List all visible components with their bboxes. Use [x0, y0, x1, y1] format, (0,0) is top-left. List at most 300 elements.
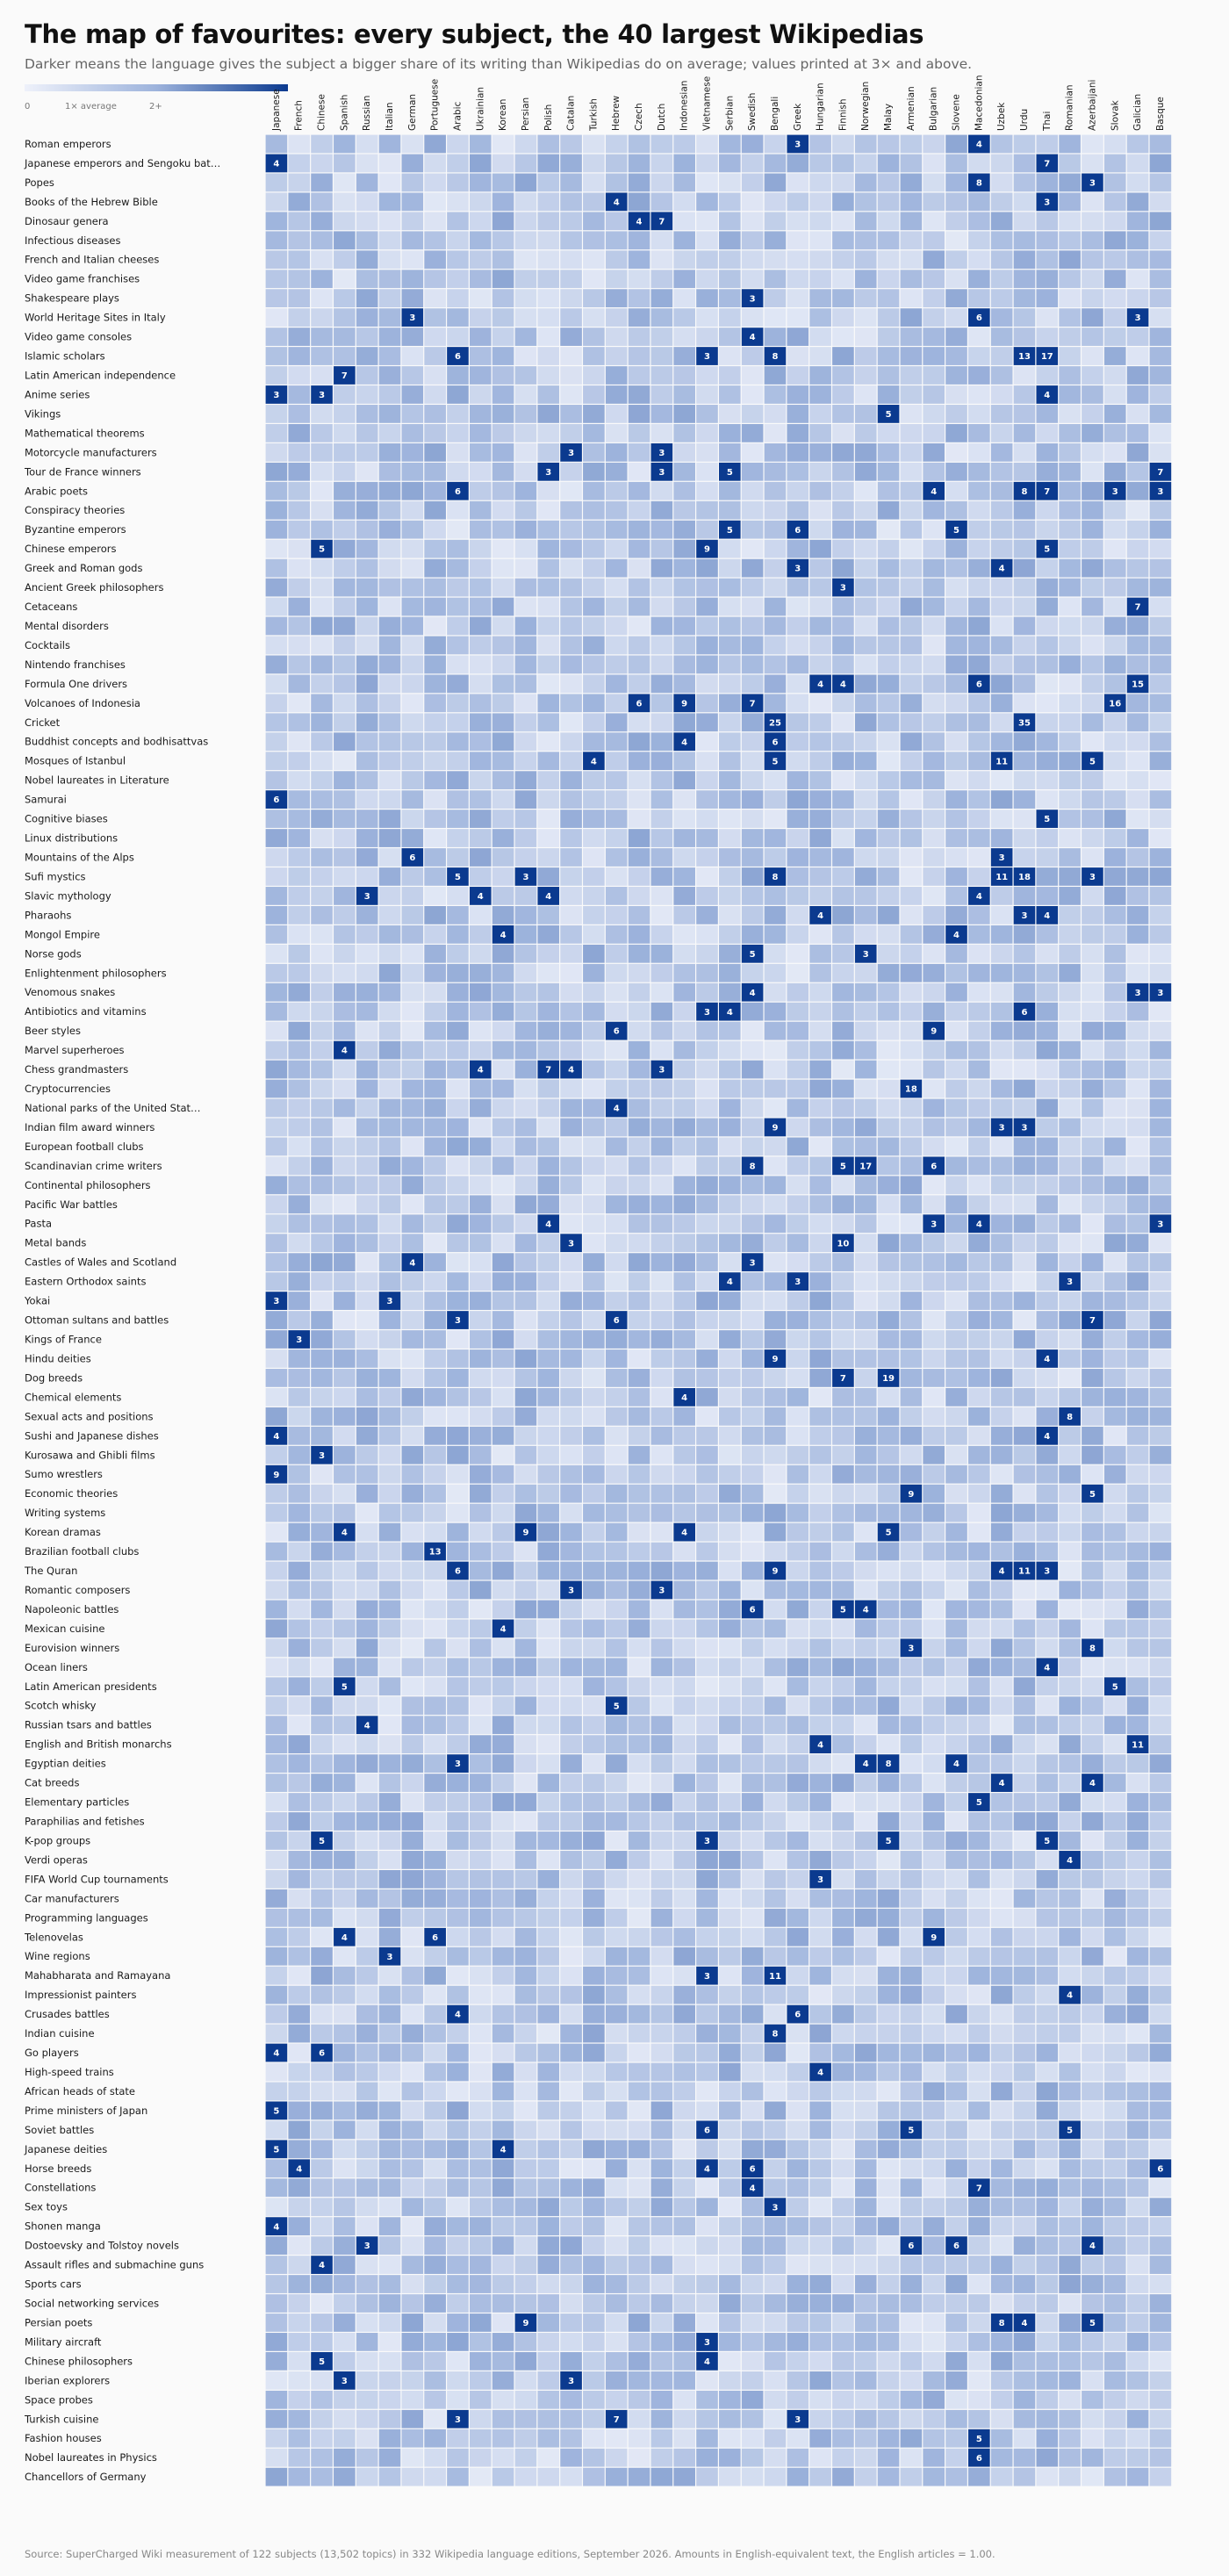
heatmap-cell — [606, 2063, 628, 2082]
heatmap-cell — [629, 2294, 650, 2313]
heatmap-cell — [492, 1889, 514, 1908]
heatmap-cell — [878, 1349, 900, 1368]
heatmap-cell — [855, 1427, 877, 1445]
heatmap-cell — [719, 2275, 741, 2293]
heatmap-cell — [742, 424, 764, 443]
cell-value-label: 3 — [319, 1450, 326, 1461]
heatmap-cell — [787, 540, 809, 558]
heatmap-cell — [379, 925, 401, 944]
heatmap-cell — [968, 1138, 990, 1156]
cell-value-label: 4 — [704, 2164, 710, 2175]
heatmap-cell — [424, 732, 446, 751]
heatmap-cell — [1036, 2275, 1058, 2293]
heatmap-cell — [288, 1407, 310, 1426]
heatmap-cell — [945, 174, 967, 192]
heatmap-cell — [311, 1407, 333, 1426]
heatmap-cell — [832, 501, 854, 520]
heatmap-cell — [1150, 713, 1172, 731]
row-label: Mental disorders — [25, 619, 109, 632]
heatmap-cell — [402, 2178, 424, 2197]
heatmap-cell — [1104, 598, 1126, 616]
cell-value-label: 4 — [363, 1721, 370, 1731]
heatmap-cell — [809, 559, 831, 578]
heatmap-cell — [651, 1253, 673, 1271]
heatmap-cell — [537, 617, 559, 636]
heatmap-cell — [832, 598, 854, 616]
heatmap-cell — [945, 366, 967, 385]
heatmap-cell — [787, 1831, 809, 1850]
heatmap-cell — [288, 2352, 310, 2371]
heatmap-cell — [901, 1041, 923, 1060]
heatmap-cell — [311, 1870, 333, 1889]
heatmap-cell — [673, 2120, 695, 2139]
heatmap-cell — [1082, 1889, 1103, 1908]
heatmap-cell — [1059, 270, 1081, 288]
heatmap-cell — [311, 617, 333, 636]
heatmap-cell — [855, 674, 877, 693]
heatmap-cell — [923, 1947, 945, 1966]
heatmap-cell — [991, 289, 1013, 307]
heatmap-cell — [356, 347, 378, 365]
heatmap-cell — [1014, 250, 1036, 269]
heatmap-cell — [1082, 1119, 1103, 1137]
heatmap-cell — [379, 1504, 401, 1522]
heatmap-cell — [424, 1601, 446, 1619]
heatmap-cell — [356, 212, 378, 230]
heatmap-cell — [629, 1272, 650, 1291]
heatmap-cell — [492, 637, 514, 655]
heatmap-cell — [1127, 1138, 1149, 1156]
heatmap-cell — [1082, 790, 1103, 809]
row-label: English and British monarchs — [25, 1738, 172, 1751]
heatmap-cell — [855, 2063, 877, 2082]
heatmap-cell — [1150, 289, 1172, 307]
heatmap-cell — [673, 2236, 695, 2255]
heatmap-cell — [424, 925, 446, 944]
row-label: National parks of the United Stat… — [25, 1101, 201, 1114]
heatmap-cell — [1082, 2198, 1103, 2216]
heatmap-cell — [1127, 1793, 1149, 1811]
heatmap-cell — [719, 1638, 741, 1657]
heatmap-cell — [379, 1812, 401, 1831]
heatmap-cell — [673, 2313, 695, 2332]
heatmap-cell — [629, 1099, 650, 1118]
heatmap-cell — [629, 2256, 650, 2274]
heatmap-cell — [878, 1003, 900, 1021]
heatmap-cell — [583, 925, 605, 944]
heatmap-cell — [673, 501, 695, 520]
heatmap-cell — [945, 1831, 967, 1850]
heatmap-cell — [742, 347, 764, 365]
heatmap-cell — [379, 2313, 401, 2332]
heatmap-cell — [583, 1311, 605, 1329]
heatmap-cell — [832, 1754, 854, 1773]
heatmap-cell — [537, 867, 559, 886]
heatmap-cell — [832, 906, 854, 925]
heatmap-cell — [673, 521, 695, 539]
row-label: Persian poets — [25, 2316, 93, 2329]
heatmap-cell — [878, 1022, 900, 1040]
heatmap-cell — [537, 540, 559, 558]
heatmap-cell — [334, 192, 356, 211]
heatmap-cell — [673, 1407, 695, 1426]
heatmap-cell — [673, 1774, 695, 1792]
heatmap-cell — [334, 1080, 356, 1098]
heatmap-cell — [651, 1909, 673, 1927]
heatmap-cell — [923, 1195, 945, 1213]
heatmap-cell — [855, 1812, 877, 1831]
cell-value-label: 9 — [522, 2319, 529, 2329]
heatmap-cell — [1082, 2217, 1103, 2235]
heatmap-cell — [470, 1041, 492, 1060]
heatmap-cell — [923, 1292, 945, 1310]
heatmap-cell — [1059, 2140, 1081, 2158]
cell-value-label: 5 — [319, 544, 326, 555]
heatmap-cell — [991, 1041, 1013, 1060]
heatmap-cell — [424, 1119, 446, 1137]
heatmap-cell — [651, 1793, 673, 1811]
heatmap-cell — [945, 1427, 967, 1445]
heatmap-cell — [1082, 848, 1103, 867]
column-label: Uzbek — [996, 102, 1008, 131]
heatmap-cell — [719, 964, 741, 982]
column-label: Azerbaijani — [1087, 79, 1098, 131]
heatmap-cell — [923, 2005, 945, 2024]
heatmap-cell — [765, 231, 787, 249]
heatmap-cell — [878, 1986, 900, 2004]
heatmap-cell — [379, 1677, 401, 1695]
heatmap-cell — [787, 1214, 809, 1233]
heatmap-cell — [266, 945, 288, 963]
heatmap-cell — [629, 2083, 650, 2101]
heatmap-cell — [901, 2102, 923, 2120]
heatmap-cell — [1150, 1870, 1172, 1889]
heatmap-cell — [1127, 867, 1149, 886]
heatmap-cell — [901, 2178, 923, 2197]
heatmap-cell — [424, 2025, 446, 2043]
heatmap-cell — [765, 501, 787, 520]
cell-value-label: 4 — [817, 1740, 824, 1751]
heatmap-cell — [696, 1407, 718, 1426]
heatmap-cell — [1082, 443, 1103, 462]
heatmap-cell — [447, 2352, 469, 2371]
heatmap-cell — [379, 231, 401, 249]
heatmap-cell — [945, 2102, 967, 2120]
heatmap-cell — [809, 1061, 831, 1079]
heatmap-cell — [945, 1369, 967, 1387]
heatmap-cell — [629, 2352, 650, 2371]
heatmap-cell — [334, 559, 356, 578]
heatmap-cell — [765, 1696, 787, 1715]
heatmap-cell — [288, 1523, 310, 1542]
heatmap-cell — [560, 2044, 582, 2062]
heatmap-cell — [492, 674, 514, 693]
heatmap-cell — [742, 1407, 764, 1426]
heatmap-cell — [832, 2102, 854, 2120]
heatmap-cell — [606, 925, 628, 944]
heatmap-cell — [855, 1851, 877, 1869]
heatmap-cell — [765, 674, 787, 693]
row-label: African heads of state — [25, 2084, 135, 2097]
heatmap-cell — [945, 2025, 967, 2043]
heatmap-cell — [696, 2083, 718, 2101]
heatmap-cell — [447, 637, 469, 655]
heatmap-cell — [1127, 1870, 1149, 1889]
heatmap-cell — [991, 1601, 1013, 1619]
heatmap-cell — [832, 192, 854, 211]
heatmap-cell — [832, 1735, 854, 1753]
row-label: Paraphilias and fetishes — [25, 1815, 145, 1828]
cell-value-label: 4 — [568, 1065, 575, 1076]
heatmap-cell — [832, 2275, 854, 2293]
heatmap-cell — [402, 1793, 424, 1811]
heatmap-cell — [1082, 1465, 1103, 1484]
row-label: Scotch whisky — [25, 1699, 97, 1712]
heatmap-cell — [447, 1407, 469, 1426]
cell-value-label: 5 — [273, 2106, 280, 2117]
heatmap-cell — [878, 2217, 900, 2235]
heatmap-cell — [1036, 694, 1058, 712]
heatmap-cell — [470, 1851, 492, 1869]
heatmap-cell — [356, 2313, 378, 2332]
heatmap-cell — [447, 674, 469, 693]
heatmap-cell — [334, 1696, 356, 1715]
heatmap-cell — [1036, 1176, 1058, 1194]
heatmap-cell — [1104, 1967, 1126, 1985]
heatmap-cell — [923, 1234, 945, 1252]
column-label: Russian — [362, 95, 373, 131]
column-label: Vietnamese — [701, 76, 713, 131]
heatmap-cell — [696, 1658, 718, 1676]
heatmap-cell — [1150, 2140, 1172, 2158]
heatmap-cell — [583, 945, 605, 963]
heatmap-cell — [1127, 347, 1149, 365]
heatmap-cell — [1127, 2198, 1149, 2216]
heatmap-cell — [356, 1638, 378, 1657]
heatmap-cell — [288, 656, 310, 674]
heatmap-cell — [492, 347, 514, 365]
heatmap-cell — [673, 1638, 695, 1657]
heatmap-cell — [742, 2333, 764, 2351]
heatmap-cell — [560, 1080, 582, 1098]
cell-value-label: 9 — [772, 1566, 779, 1577]
heatmap-cell — [1082, 656, 1103, 674]
heatmap-cell — [629, 1446, 650, 1464]
heatmap-cell — [719, 2120, 741, 2139]
cell-value-label: 5 — [1067, 2126, 1074, 2136]
heatmap-cell — [537, 1543, 559, 1561]
heatmap-cell — [719, 443, 741, 462]
heatmap-cell — [266, 463, 288, 481]
heatmap-cell — [606, 385, 628, 404]
row-label: Pasta — [25, 1217, 53, 1230]
heatmap-cell — [537, 2178, 559, 2197]
heatmap-cell — [765, 694, 787, 712]
heatmap-cell — [878, 1156, 900, 1175]
heatmap-cell — [288, 2313, 310, 2332]
heatmap-cell — [719, 174, 741, 192]
heatmap-cell — [560, 732, 582, 751]
heatmap-cell — [1104, 1793, 1126, 1811]
heatmap-cell — [560, 945, 582, 963]
heatmap-cell — [901, 2005, 923, 2024]
heatmap-cell — [334, 790, 356, 809]
heatmap-cell — [968, 1716, 990, 1734]
heatmap-cell — [266, 540, 288, 558]
cell-value-label: 6 — [319, 2048, 326, 2059]
heatmap-cell — [945, 2005, 967, 2024]
heatmap-cell — [651, 327, 673, 346]
heatmap-cell — [266, 1696, 288, 1715]
heatmap-cell — [583, 2294, 605, 2313]
heatmap-cell — [923, 2159, 945, 2177]
row-label: Telenovelas — [25, 1931, 83, 1944]
heatmap-cell — [809, 482, 831, 500]
heatmap-cell — [1059, 2025, 1081, 2043]
heatmap-cell — [606, 964, 628, 982]
heatmap-cell — [1059, 1080, 1081, 1098]
heatmap-cell — [266, 1601, 288, 1619]
heatmap-cell — [901, 1696, 923, 1715]
heatmap-cell — [402, 983, 424, 1002]
heatmap-cell — [991, 1080, 1013, 1098]
heatmap-cell — [878, 925, 900, 944]
row-label: Chinese emperors — [25, 543, 117, 556]
heatmap-cell — [447, 1465, 469, 1484]
heatmap-cell — [878, 1195, 900, 1213]
heatmap-cell — [719, 637, 741, 655]
column-label: Macedonian — [974, 75, 985, 131]
heatmap-cell — [1059, 1214, 1081, 1233]
heatmap-cell — [901, 1716, 923, 1734]
heatmap-cell — [311, 443, 333, 462]
cell-value-label: 5 — [1044, 1837, 1051, 1847]
heatmap-cell — [1127, 1986, 1149, 2004]
cell-value-label: 3 — [998, 853, 1005, 864]
heatmap-cell — [1014, 2217, 1036, 2235]
heatmap-cell — [1082, 1986, 1103, 2004]
heatmap-cell — [651, 1696, 673, 1715]
heatmap-cell — [832, 443, 854, 462]
row-label: Indian cuisine — [25, 2027, 95, 2040]
heatmap-cell — [696, 1446, 718, 1464]
heatmap-cell — [742, 1311, 764, 1329]
heatmap-cell — [402, 887, 424, 905]
heatmap-cell — [719, 1214, 741, 1233]
heatmap-cell — [923, 867, 945, 886]
heatmap-cell — [492, 1388, 514, 1407]
heatmap-cell — [991, 1446, 1013, 1464]
heatmap-cell — [673, 1176, 695, 1194]
heatmap-cell — [515, 752, 537, 770]
heatmap-cell — [901, 1465, 923, 1484]
heatmap-cell — [515, 174, 537, 192]
heatmap-cell — [1014, 2025, 1036, 2043]
heatmap-cell — [1127, 155, 1149, 173]
heatmap-cell — [356, 1485, 378, 1503]
heatmap-cell — [742, 1330, 764, 1349]
heatmap-cell — [492, 1138, 514, 1156]
heatmap-cell — [1082, 385, 1103, 404]
heatmap-cell — [1036, 405, 1058, 423]
heatmap-cell — [878, 713, 900, 731]
heatmap-cell — [901, 212, 923, 230]
heatmap-cell — [991, 964, 1013, 982]
heatmap-cell — [560, 1138, 582, 1156]
heatmap-cell — [1014, 1138, 1036, 1156]
heatmap-cell — [1059, 231, 1081, 249]
heatmap-cell — [379, 2275, 401, 2293]
heatmap-cell — [470, 1022, 492, 1040]
heatmap-cell — [968, 482, 990, 500]
heatmap-cell — [537, 1928, 559, 1946]
heatmap-cell — [1014, 1176, 1036, 1194]
heatmap-cell — [809, 1812, 831, 1831]
heatmap-cell — [696, 732, 718, 751]
row-label: Crusades battles — [25, 2008, 110, 2021]
heatmap-cell — [1150, 1523, 1172, 1542]
heatmap-cell — [651, 1156, 673, 1175]
heatmap-cell — [424, 906, 446, 925]
heatmap-cell — [696, 1928, 718, 1946]
heatmap-cell — [492, 1119, 514, 1137]
heatmap-cell — [311, 1601, 333, 1619]
heatmap-cell — [515, 424, 537, 443]
heatmap-cell — [1082, 2025, 1103, 2043]
heatmap-cell — [288, 1601, 310, 1619]
heatmap-cell — [537, 925, 559, 944]
heatmap-cell — [424, 1292, 446, 1310]
heatmap-cell — [537, 1754, 559, 1773]
heatmap-cell — [991, 308, 1013, 327]
heatmap-cell — [651, 1889, 673, 1908]
heatmap-cell — [266, 2275, 288, 2293]
heatmap-cell — [787, 2083, 809, 2101]
heatmap-cell — [266, 1793, 288, 1811]
heatmap-cell — [878, 250, 900, 269]
heatmap-cell — [583, 906, 605, 925]
heatmap-cell — [901, 1620, 923, 1638]
cell-value-label: 4 — [319, 2261, 326, 2271]
heatmap-cell — [765, 482, 787, 500]
heatmap-cell — [1014, 887, 1036, 905]
heatmap-cell — [1059, 2159, 1081, 2177]
heatmap-cell — [311, 192, 333, 211]
heatmap-cell — [878, 1272, 900, 1291]
heatmap-cell — [901, 2140, 923, 2158]
heatmap-cell — [1014, 829, 1036, 847]
heatmap-cell — [673, 424, 695, 443]
heatmap-cell — [515, 1543, 537, 1561]
heatmap-cell — [266, 925, 288, 944]
cell-value-label: 5 — [885, 1528, 892, 1538]
heatmap-cell — [742, 579, 764, 597]
heatmap-cell — [470, 771, 492, 789]
heatmap-cell — [968, 790, 990, 809]
heatmap-cell — [379, 1214, 401, 1233]
heatmap-cell — [583, 443, 605, 462]
heatmap-cell — [470, 945, 492, 963]
heatmap-cell — [1150, 559, 1172, 578]
heatmap-cell — [787, 848, 809, 867]
heatmap-cell — [447, 521, 469, 539]
heatmap-cell — [1104, 752, 1126, 770]
heatmap-cell — [809, 135, 831, 154]
cell-value-label: 4 — [636, 217, 643, 227]
heatmap-cell — [696, 1735, 718, 1753]
heatmap-cell — [583, 809, 605, 828]
heatmap-cell — [945, 308, 967, 327]
